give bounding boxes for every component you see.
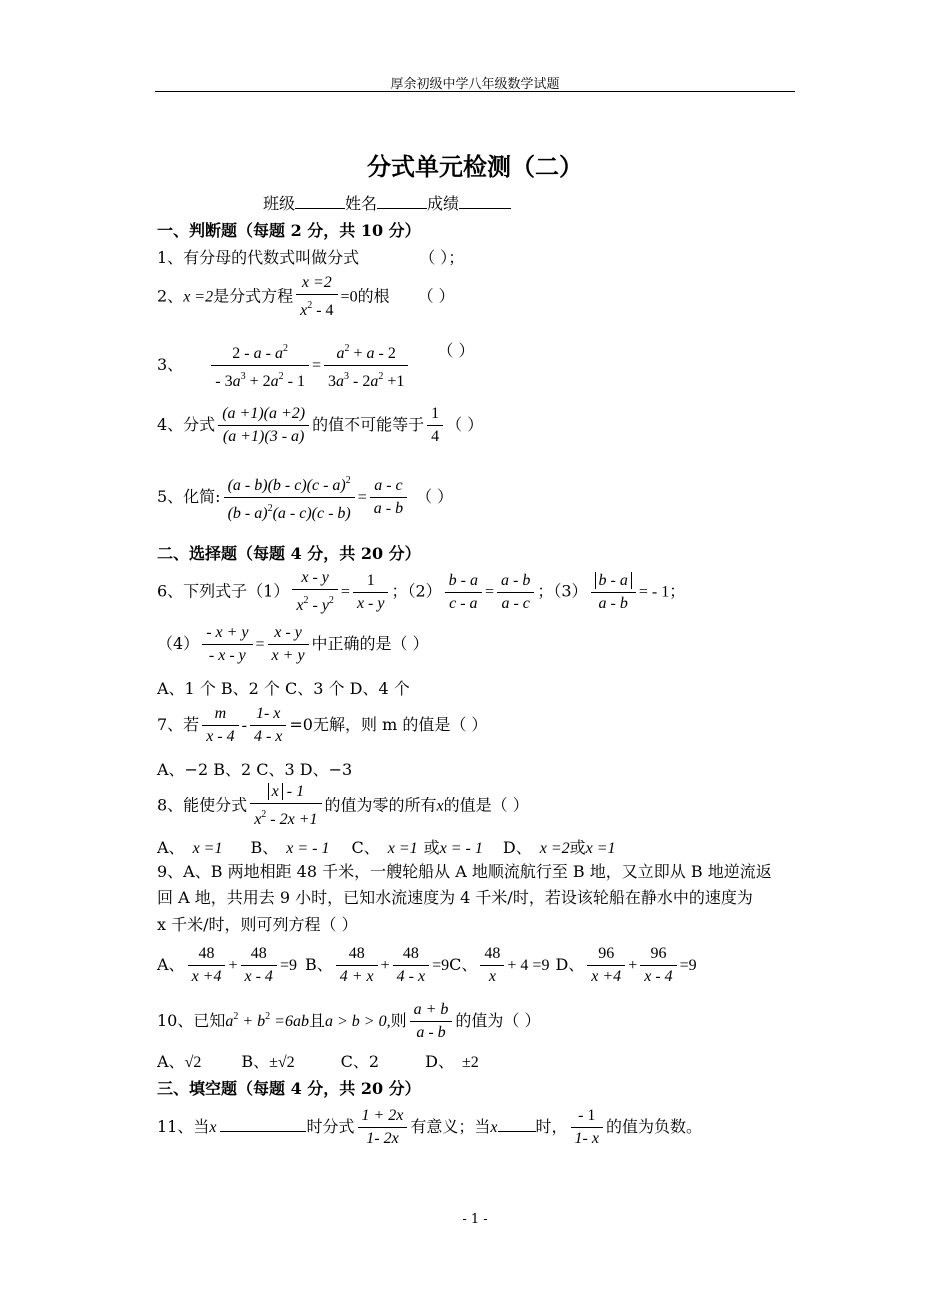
- question-10: 10、已知$a^2 + b^2 =6ab$且a > b > 0,则 $\frac{a + b}{a - b}$ 的值为（ ）: [157, 1001, 541, 1041]
- section-1-heading: 一、判断题（每题 2 分，共 10 分）: [157, 221, 421, 240]
- page-title: 分式单元检测（二）: [367, 152, 583, 181]
- section-3-heading: 三、填空题（每题 4 分，共 20 分）: [157, 1079, 421, 1098]
- question-6-options: A、1 个 B、2 个 C、3 个 D、4 个: [157, 679, 410, 698]
- question-8-options: A、 x =1 B、 x = - 1 C、 x =1 或x = - 1 D、 x =2或x =1: [157, 838, 616, 857]
- question-9-line2: 回 A 地，共用去 9 小时，已知水流速度为 4 千米/时，若设该轮船在静水中的速度为: [157, 888, 753, 907]
- question-9-line1: 9、A、B 两地相距 48 千米，一艘轮船从 A 地顺流航行至 B 地，又立即从 B 地逆流返: [157, 862, 772, 881]
- question-4: 4、分式 $\frac{(a +1)(a +2)}{(a +1)(3 - a)}$ 的值不可能等于 $\frac{1}{4}$ （ ）: [157, 403, 483, 448]
- section-2-heading: 二、选择题（每题 4 分，共 20 分）: [157, 544, 421, 563]
- header-rule: [155, 91, 795, 92]
- question-9-options: A、 $\frac{48}{x +4}$ + $\frac{48}{x - 4}$ =9 B、 $\frac{48}{4 + x}$ + $\frac{48}{4 - x}$ =9C、 $\frac{48}{x}$ + 4 =9 D、 $\frac{96}{x +4}$ + $\frac{96}{x - 4}$ =9: [157, 945, 697, 985]
- q2-fraction: $\frac{x =2}{x^2 - 4}$: [296, 272, 337, 322]
- q3-left-fraction: $\frac{2 - a - a^2}{- 3a^3 + 2a^2 - 1}$: [211, 338, 309, 393]
- question-10-options: A、√2 B、±√2 C、2 D、 ±2: [157, 1052, 479, 1071]
- q3-right-fraction: $\frac{a^2 + a - 2}{3a^3 - 2a^2 +1}$: [324, 338, 408, 393]
- q5-result: $\frac{a - c}{a - b}$: [370, 475, 407, 520]
- q11-blank-2[interactable]: [498, 1115, 536, 1132]
- name-label: 姓名: [345, 194, 378, 213]
- question-8: 8、能使分式 $\frac{x - 1}{x^2 - 2x +1}$ 的值为零的所有x的值是（ ）: [157, 783, 529, 828]
- question-2: 2、x =2是分式方程 $\frac{x =2}{x^2 - 4}$ =0的根 （ ）: [157, 272, 455, 322]
- score-blank: [459, 192, 511, 209]
- question-9-line3: x 千米/时，则可列方程（ ）: [157, 915, 358, 934]
- question-6-line2: （4） $\frac{- x + y}{- x - y}$ = $\frac{x - y}{x + y}$ 中正确的是（ ）: [157, 624, 429, 664]
- question-7-options: A、−2 B、2 C、3 D、−3: [157, 760, 353, 779]
- q5-fraction: $\frac{(a - b)(b - c)(c - a)^2}{(b - a)^2(a - c)(c - b)}$: [224, 470, 355, 525]
- class-blank: [295, 192, 345, 209]
- question-5: 5、化简: $\frac{(a - b)(b - c)(c - a)^2}{(b - a)^2(a - c)(c - b)}$ = $\frac{a - c}{a - b}$ （ ）: [157, 470, 453, 525]
- question-3: 3、 $\frac{2 - a - a^2}{- 3a^3 + 2a^2 - 1}$ = $\frac{a^2 + a - 2}{3a^3 - 2a^2 +1}$ （ ）: [157, 338, 474, 393]
- page-header: 厚余初级中学八年级数学试题: [390, 77, 560, 92]
- q11-blank-1[interactable]: [220, 1115, 306, 1132]
- student-info: [263, 191, 511, 214]
- question-11: 11、当x 时分式 $\frac{1 + 2x}{1- 2x}$ 有意义；当x 时， $\frac{- 1}{1- x}$ 的值为负数。: [157, 1107, 702, 1147]
- question-6: 6、下列式子（1） $\frac{x - y}{x^2 - y^2}$ = $\frac{1}{x - y}$ ；（2） $\frac{b - a}{c - a}$ = $\frac{a - b}{a - c}$ ；（3） $\frac{b - a}{a - b}$ = - 1；: [157, 569, 686, 614]
- score-label: 成绩: [427, 194, 460, 213]
- class-label: 班级: [263, 194, 296, 213]
- question-1: 1、有分母的代数式叫做分式 （ ）；: [157, 248, 465, 267]
- q4-fraction: $\frac{(a +1)(a +2)}{(a +1)(3 - a)}$: [218, 403, 309, 448]
- page-number: - 1 -: [462, 1212, 488, 1227]
- name-blank: [377, 192, 427, 209]
- q4-quarter: $\frac{1}{4}$: [427, 403, 443, 448]
- question-7: 7、若 $\frac{m}{x - 4}$ - $\frac{1- x}{4 - x}$ =0无解，则 m 的值是（ ）: [157, 705, 488, 745]
